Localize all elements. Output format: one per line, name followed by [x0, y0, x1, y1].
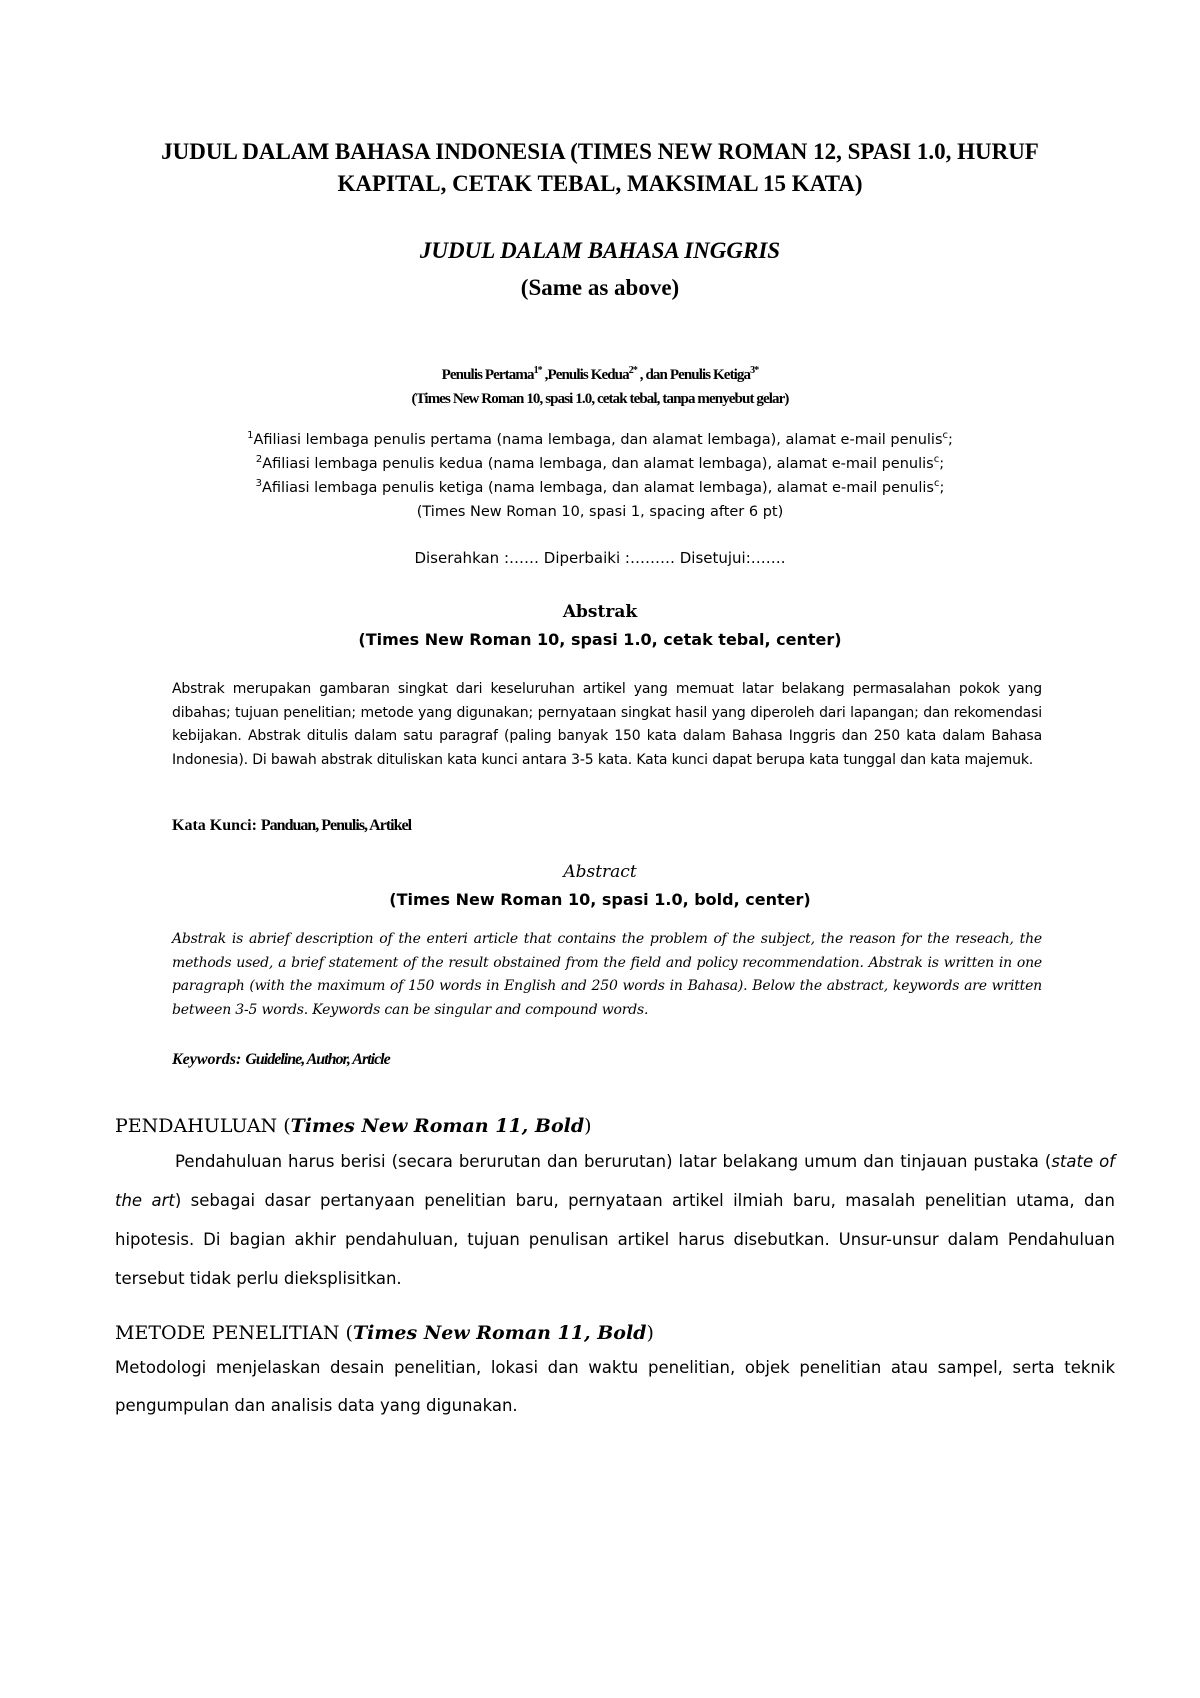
- affiliation-format-note: (Times New Roman 10, spasi 1, spacing after 6 pt): [416, 504, 784, 520]
- author-second: Penulis Kedua: [547, 367, 629, 383]
- section-heading-note: Times New Roman 11, Bold: [352, 1322, 647, 1344]
- submission-dates: Diserahkan :…… Diperbaiki :……… Disetujui:…….: [414, 549, 786, 567]
- section-body-pendahuluan: [115, 1142, 1115, 1298]
- author-third-mark: 3*: [750, 365, 759, 376]
- affiliation-block: [150, 428, 1050, 524]
- section-heading-note: Times New Roman 11, Bold: [290, 1115, 585, 1137]
- affiliation-text: Afiliasi lembaga penulis ketiga (nama lembaga, dan alamat lembaga), alamat e-mail penulis: [262, 480, 934, 496]
- affiliation-mark: c: [933, 478, 940, 489]
- affiliation-number: 2: [255, 454, 263, 465]
- body-text: Pendahuluan harus berisi (secara berurutan dan berurutan) latar belakang umum dan tinjauan pustaka (: [175, 1152, 1052, 1171]
- author-separator: ,: [541, 367, 548, 383]
- affiliation-end: ;: [939, 480, 945, 496]
- author-third: Penulis Ketiga: [669, 367, 751, 383]
- affiliation-mark: c: [933, 454, 940, 465]
- body-italic-text: state of the art: [115, 1152, 1115, 1210]
- author-second-mark: 2*: [628, 365, 637, 376]
- keywords-value: Panduan, Penulis, Artikel: [260, 817, 412, 834]
- title-english-subtitle: (Same as above): [520, 275, 680, 300]
- affiliation-mark: c: [942, 430, 949, 441]
- affiliation-end: ;: [948, 432, 953, 448]
- author-first-mark: 1*: [533, 365, 542, 376]
- keywords-indonesian: [172, 814, 1042, 838]
- author-list: [150, 364, 1050, 386]
- section-heading-pendahuluan: [115, 1113, 1095, 1139]
- abstract-english-format-note: (Times New Roman 10, spasi 1.0, bold, center): [389, 890, 811, 909]
- keywords-label: Kata Kunci:: [172, 817, 261, 834]
- keywords-english: [172, 1048, 1042, 1072]
- affiliation-line: [150, 476, 1050, 500]
- author-first: Penulis Pertama: [441, 367, 534, 383]
- author-separator: , dan: [636, 367, 670, 383]
- affiliation-text: Afiliasi lembaga penulis kedua (nama lembaga, dan alamat lembaga), alamat e-mail penulis: [262, 456, 934, 472]
- title-english: JUDUL DALAM BAHASA INGGRIS: [419, 238, 781, 263]
- abstract-english-body: Abstrak is abrief description of the enteri article that contains the problem of the subject, the reason for the reseach, the methods used, a brief statement of the result obstained from the field and policy recommendation. Abstrak is written in one paragraph (with the maximum of 150 words in English and 250 words in Bahasa). Below the abstract, keywords are written between 3-5 words. Keywords can be singular and compound words.: [172, 931, 1042, 1018]
- affiliation-number: 3: [255, 478, 262, 489]
- section-heading-metode: [115, 1320, 1095, 1346]
- abstract-body: Abstrak merupakan gambaran singkat dari keseluruhan artikel yang memuat latar belakang permasalahan pokok yang dibahas; tujuan penelitian; metode yang digunakan; pernyataan singkat hasil yang diperoleh dari lapangan; dan rekomendasi kebijakan. Abstrak ditulis dalam satu paragraf (paling banyak 150 kata dalam Bahasa Inggris dan 250 kata dalam Bahasa Indonesia). Di bawah abstrak dituliskan kata kunci antara 3-5 kata. Kata kunci dapat berupa kata tunggal dan kata majemuk.: [172, 681, 1042, 768]
- affiliation-text: Afiliasi lembaga penulis pertama (nama lembaga, dan alamat lembaga), alamat e-mail penulis: [253, 432, 943, 448]
- keywords-label: Keywords:: [172, 1051, 246, 1068]
- keywords-value: Guideline, Author, Article: [245, 1051, 390, 1068]
- title-indonesian: JUDUL DALAM BAHASA INDONESIA (TIMES NEW ROMAN 12, SPASI 1.0, HURUF KAPITAL, CETAK TEBAL, MAKSIMAL 15 KATA): [161, 139, 1039, 196]
- section-heading-close: ): [646, 1322, 654, 1344]
- affiliation-number: 1: [247, 430, 254, 441]
- abstract-format-note: (Times New Roman 10, spasi 1.0, cetak tebal, center): [358, 630, 842, 649]
- affiliation-end: ;: [939, 456, 945, 472]
- affiliation-line: [150, 428, 1050, 452]
- abstract-heading: Abstrak: [562, 602, 638, 622]
- author-format-note: (Times New Roman 10, spasi 1.0, cetak tebal, tanpa menyebut gelar): [411, 391, 789, 407]
- body-text: ) sebagai dasar pertanyaan penelitian baru, pernyataan artikel ilmiah baru, masalah penelitian utama, dan hipotesis. Di bagian akhir pendahuluan, tujuan penulisan artikel harus disebutkan. Unsur-unsur dalam Pendahuluan tersebut tidak perlu dieksplisitkan.: [115, 1191, 1116, 1288]
- affiliation-line: [150, 452, 1050, 476]
- section-heading-text: METODE PENELITIAN (: [115, 1322, 353, 1344]
- section-heading-text: PENDAHULUAN (: [115, 1115, 291, 1137]
- section-heading-close: ): [584, 1115, 592, 1137]
- section-body-metode: Metodologi menjelaskan desain penelitian, lokasi dan waktu penelitian, objek penelitian atau sampel, serta teknik pengumpulan dan analisis data yang digunakan.: [115, 1358, 1115, 1415]
- abstract-english-heading: Abstract: [563, 862, 637, 882]
